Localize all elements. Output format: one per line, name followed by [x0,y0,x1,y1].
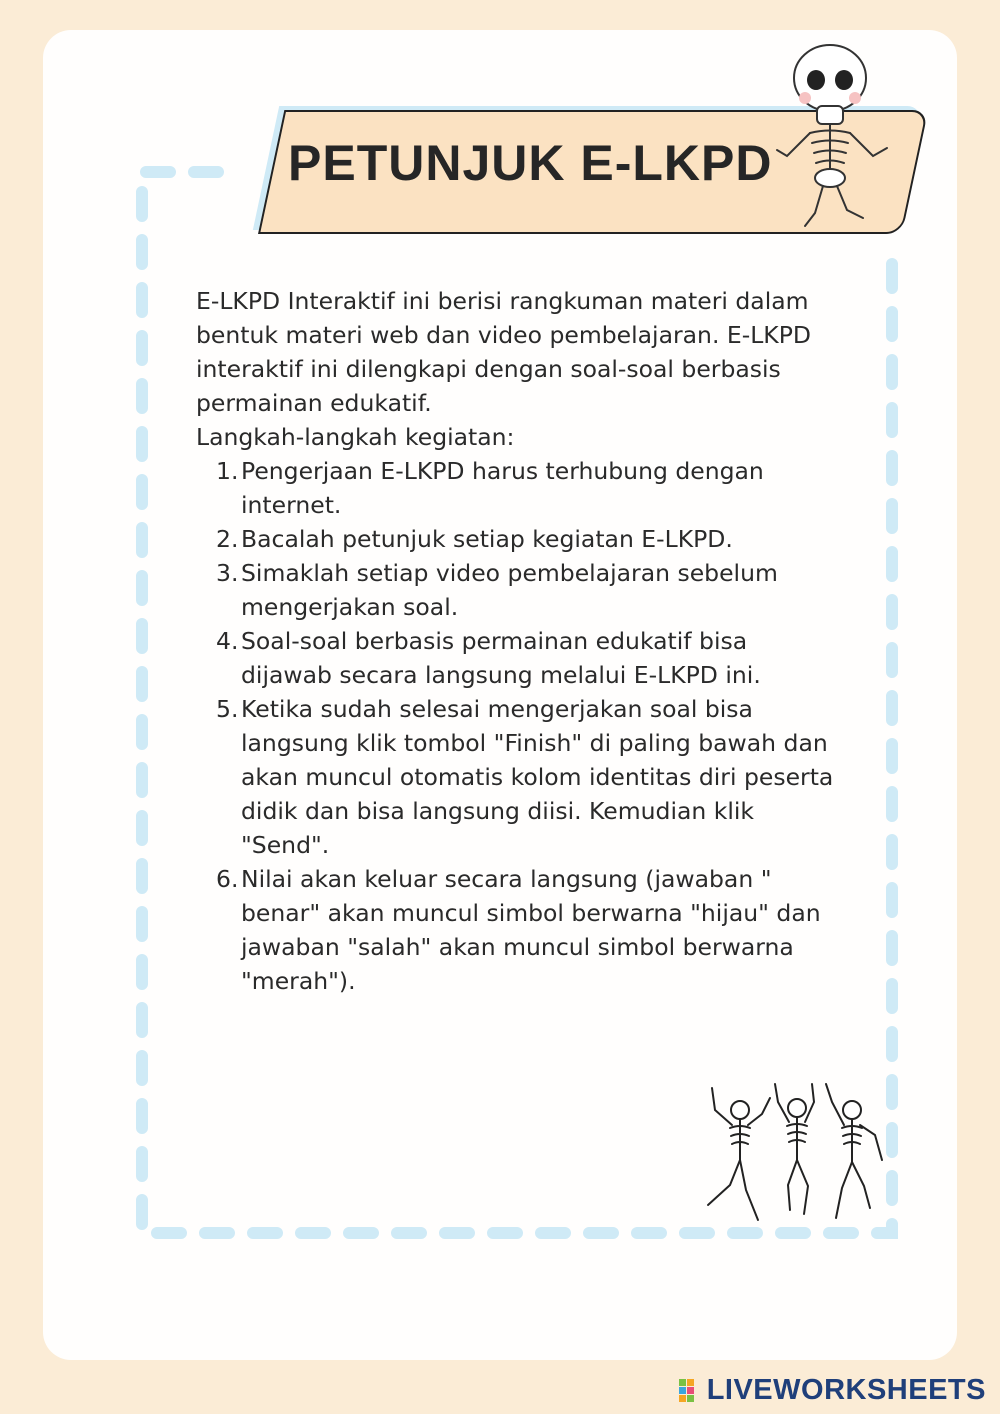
brand-name: LIVEWORKSHEETS [706,1374,986,1406]
steps-list [196,454,836,998]
step-text: Nilai akan keluar secara langsung (jawaban " benar" akan muncul simbol berwarna "hijau" dan jawaban "salah" akan muncul simbol berwarna "merah"). [241,865,821,995]
list-item [196,692,836,862]
step-number: 4. [216,627,239,655]
instructions [196,284,836,998]
page-title: PETUNJUK E-LKPD [288,135,773,191]
list-item [196,522,836,556]
step-text: Pengerjaan E-LKPD harus terhubung dengan internet. [241,457,764,519]
step-text: Ketika sudah selesai mengerjakan soal bisa langsung klik tombol "Finish" di paling bawah dan akan muncul otomatis kolom identitas diri peserta didik dan bisa langsung diisi. Kemudian klik "Send". [241,695,834,859]
list-item [196,624,836,692]
steps-heading: Langkah-langkah kegiatan: [196,423,515,451]
step-number: 5. [216,695,239,723]
step-number: 1. [216,457,239,485]
step-text: Soal-soal berbasis permainan edukatif bisa dijawab secara langsung melalui E-LKPD ini. [241,627,761,689]
list-item [196,862,836,998]
step-number: 3. [216,559,239,587]
step-text: Bacalah petunjuk setiap kegiatan E-LKPD. [241,525,733,553]
step-text: Simaklah setiap video pembelajaran sebelum mengerjakan soal. [241,559,778,621]
step-number: 6. [216,865,239,893]
step-number: 2. [216,525,239,553]
dancing-skeletons-icon [700,1080,890,1230]
skeleton-icon [765,38,900,234]
liveworksheets-brand [679,1374,986,1407]
list-item [196,556,836,624]
list-item [196,454,836,522]
liveworksheets-logo-icon [679,1378,703,1404]
intro-paragraph: E-LKPD Interaktif ini berisi rangkuman materi dalam bentuk materi web dan video pembelajaran. E-LKPD interaktif ini dilengkapi dengan soal-soal berbasis permainan edukatif. [196,287,811,417]
